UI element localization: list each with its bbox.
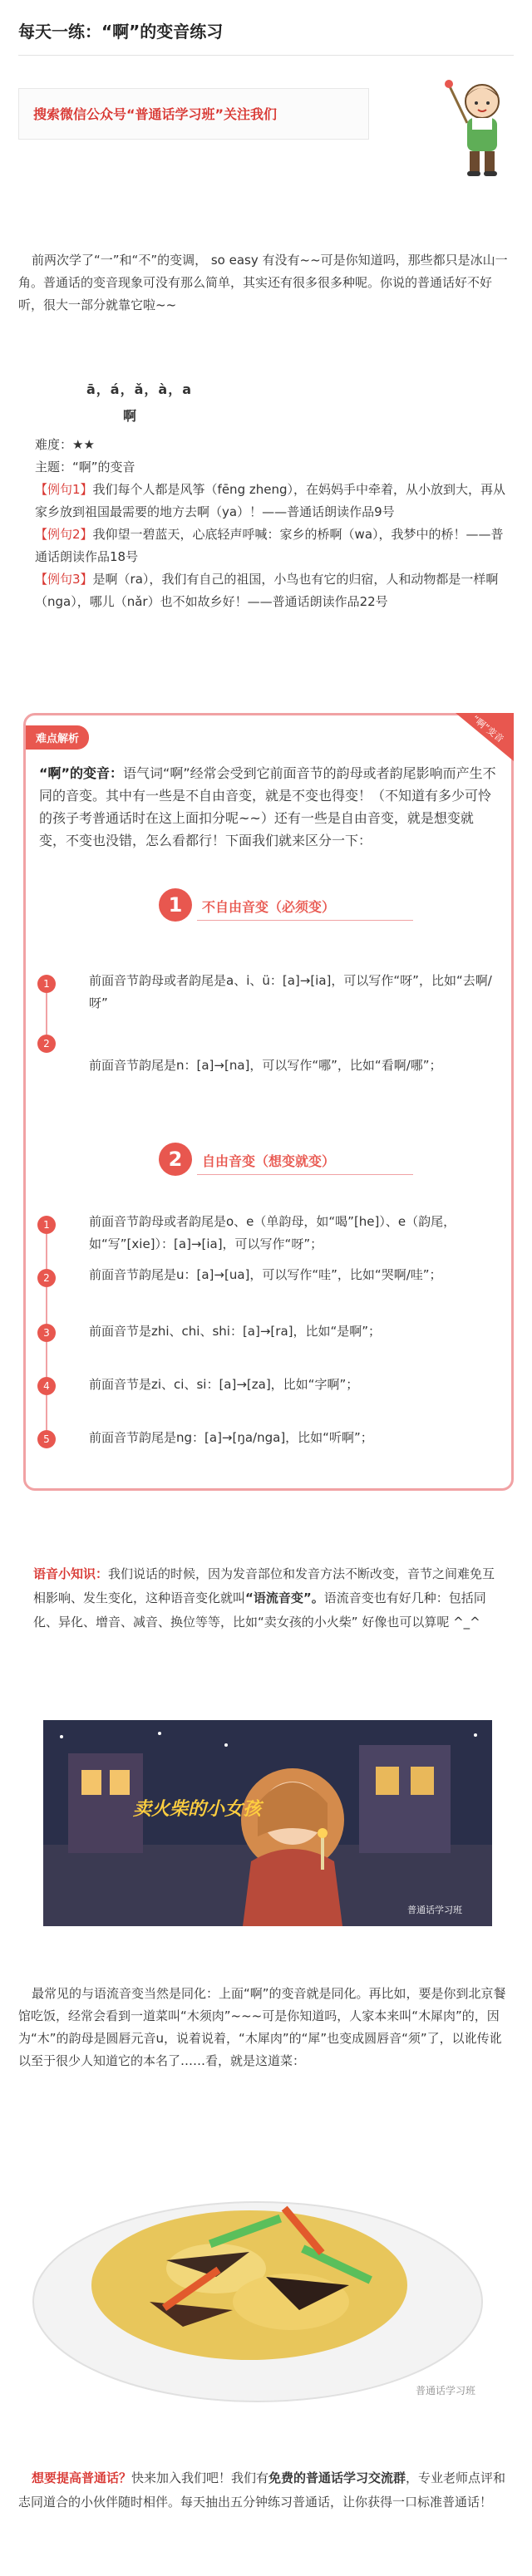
rule-item: 前面音节韵母或者韵尾是o、e（单韵母，如“喝”[he]）、e（韵尾，如“写”[xie]）：[a]→[ia]，可以写作“呀”； xyxy=(89,1214,456,1251)
item-connector xyxy=(46,1234,47,1269)
footer-paragraph: 想要提高普通话？快来加入我们吧！我们有免费的普通话学习交流群，专业老师点评和志同道合的小伙伴随时相伴。每天抽出五分钟练习普通话，让你获得一口标准普通话！ xyxy=(18,2470,506,2510)
intro-paragraph: 前两次学了“一”和“不”的变调， so easy 有没有~~可是你知道吗，那些都只是冰山一角。普通话的变音现象可没有那么简单，其实还有很多很多种呢。你说的普通话好不好听，很大一部分就靠它啦~~ xyxy=(18,253,508,312)
item-connector xyxy=(46,1342,47,1377)
example-3: 【例句3】是啊（ra），我们有自己的祖国，小鸟也有它的归宿，人和动物都是一样啊（nga），哪儿（nǎr）也不如故乡好！——普通话朗读作品22号 xyxy=(35,572,499,609)
rule-item: 前面音节韵母或者韵尾是a、i、ü：[a]→[ia]，可以写作“呀”，比如“去啊/呀” xyxy=(89,973,492,1010)
follow-text: 搜索微信公众号“普通话学习班”关注我们 xyxy=(33,106,278,122)
section-underline xyxy=(197,920,413,921)
analysis-card xyxy=(23,713,514,1491)
examples-block xyxy=(18,434,514,613)
example-1: 【例句1】我们每个人都是风筝（fēng zheng），在妈妈手中牵着，从小放到大，再从家乡放到祖国最需要的地方去啊（ya）！——普通话朗读作品9号 xyxy=(35,482,505,519)
match-girl-illustration xyxy=(43,1720,492,1926)
section-underline xyxy=(197,1174,413,1175)
analysis-intro: “啊”的变音：语气词“啊”经常会受到它前面音节的韵母或者韵尾影响而产生不同的音变。其中有一些是不自由音变，就是不变也得变！（不知道有多少可怜的孩子考普通话时在这上面扣分呢~~）还有一些是自由音变，就是想变就变，不变也没错，怎么看都行！下面我们就来区分一下： xyxy=(39,765,496,848)
follow-banner xyxy=(18,76,514,176)
item-number: 2 xyxy=(37,1035,56,1053)
rule-item: 前面音节是zi、ci、si：[a]→[za]，比如“字啊”； xyxy=(89,1377,359,1392)
section-title-1: 不自由音变（必须变） xyxy=(202,899,336,915)
assimilation-paragraph: 最常见的与语流音变当然是同化：上面“啊”的变音就是同化。再比如，要是你到北京餐馆吃饭，经常会看到一道菜叫“木须肉”~~~可是你知道吗，人家本来叫“木犀肉”的，因为“木”的韵母是圆唇元音u，说着说着，“木犀肉”的“犀”也变成圆唇音“须”了，以讹传讹以至于很少人知道它的本名了……看，就是这道菜： xyxy=(18,1986,506,2068)
page-title: 每天一练：“啊”的变音练习 xyxy=(18,22,224,42)
example-2: 【例句2】我仰望一碧蓝天，心底轻声呼喊：家乡的桥啊（wa），我梦中的桥！——普通话朗读作品18号 xyxy=(35,527,504,564)
item-number: 2 xyxy=(37,1269,56,1287)
pinyin-character: 啊 xyxy=(123,408,137,424)
section-number-2: 2 xyxy=(159,1143,192,1176)
title-divider xyxy=(18,55,514,56)
item-connector xyxy=(46,993,47,1035)
rule-item: 前面音节是zhi、chi、shi：[a]→[ra]，比如“是啊”； xyxy=(89,1324,382,1339)
section-title-2: 自由音变（想变就变） xyxy=(202,1153,336,1169)
topic-line: 主题：“啊”的变音 xyxy=(35,460,135,474)
pinyin-tones: ā，á，ǎ，à，a xyxy=(86,381,192,397)
section-free xyxy=(159,1143,408,1176)
corner-ribbon-label: “啊”变音 xyxy=(469,713,505,745)
section-number-1: 1 xyxy=(159,888,192,922)
item-connector xyxy=(46,1287,47,1324)
dish-watermark: 普通话学习班 xyxy=(416,2385,476,2397)
item-connector xyxy=(46,1395,47,1430)
item-number: 1 xyxy=(37,975,56,993)
knowledge-paragraph: 语音小知识：我们说话的时候，因为发音部位和发音方法不断改变，音节之间难免互相影响、发生变化，这种语音变化就叫“语流音变”。语流音变也有好几种：包括同化、异化、增音、减音、换位等等，比如“卖女孩的小火柴” 好像也可以算呢 ^_^ xyxy=(33,1566,495,1630)
rule-item: 前面音节韵尾是n：[a]→[na]，可以写作“哪”，比如“看啊/哪”； xyxy=(89,1058,442,1073)
teacher-illustration xyxy=(442,76,514,179)
rule-item: 前面音节韵尾是ng：[a]→[ŋa/nga]，比如“听啊”； xyxy=(89,1430,373,1445)
item-number: 3 xyxy=(37,1324,56,1342)
rule-item: 前面音节韵尾是u：[a]→[ua]，可以写作“哇”，比如“哭啊/哇”； xyxy=(89,1267,442,1282)
analysis-tag: 难点解析 xyxy=(26,725,89,750)
section-unfree xyxy=(159,888,408,922)
illustration-caption: 卖火柴的小女孩 xyxy=(133,1799,262,1820)
item-number: 4 xyxy=(37,1377,56,1395)
difficulty-line: 难度：★★ xyxy=(35,437,95,452)
illustration-watermark: 普通话学习班 xyxy=(407,1905,462,1915)
item-number: 5 xyxy=(37,1430,56,1448)
item-number: 1 xyxy=(37,1216,56,1234)
